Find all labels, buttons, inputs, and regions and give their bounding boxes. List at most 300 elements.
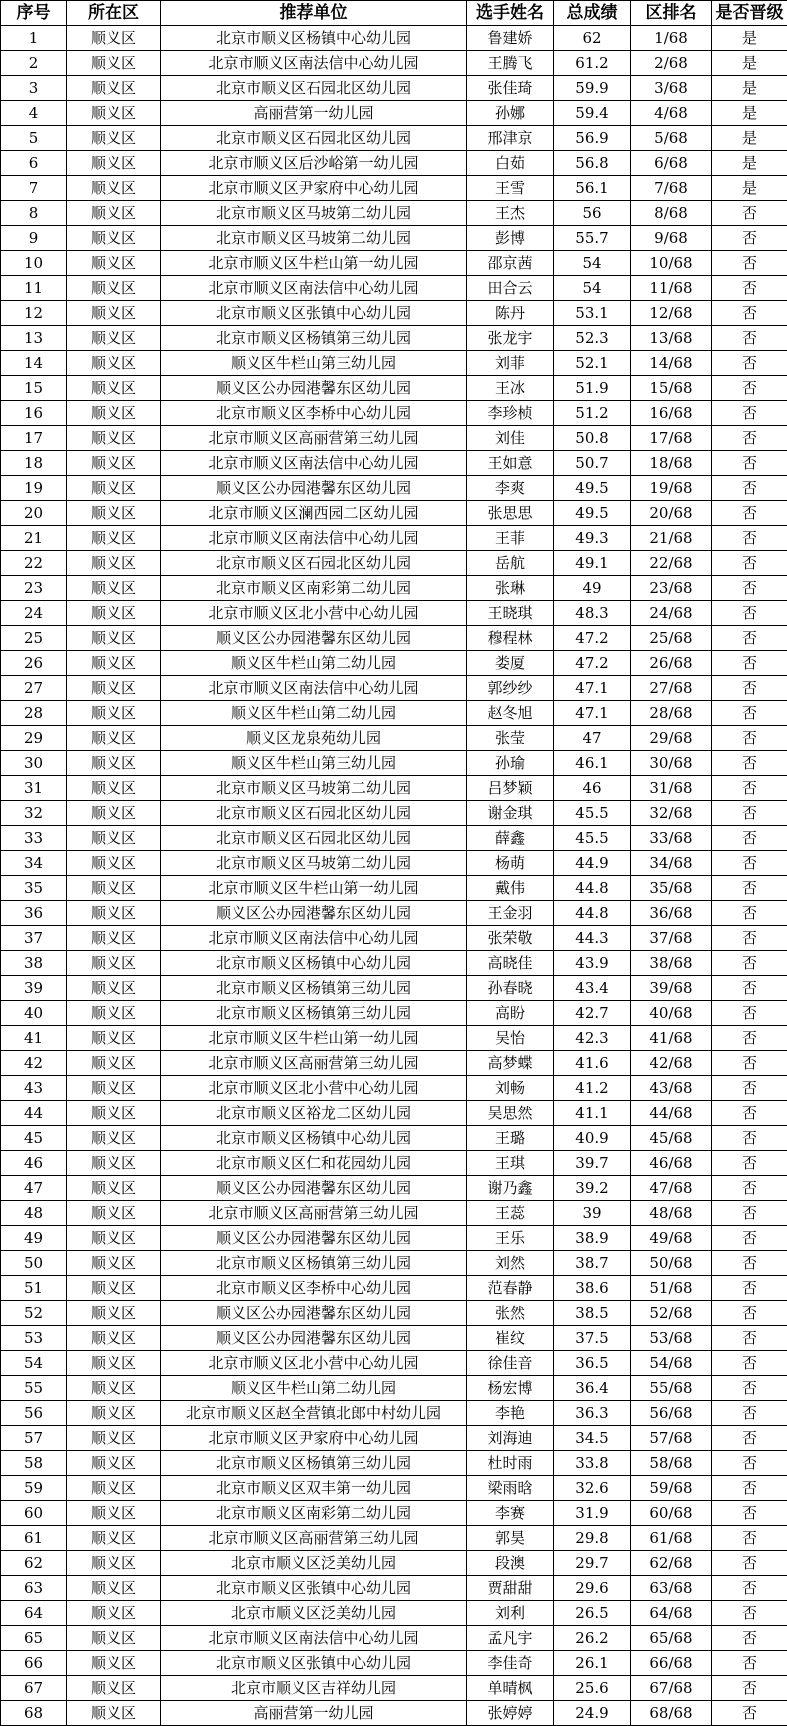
- cell-advance: 否: [712, 1276, 787, 1301]
- cell-advance: 否: [712, 901, 787, 926]
- cell-name: 李珍桢: [467, 401, 554, 426]
- cell-name: 徐佳音: [467, 1351, 554, 1376]
- cell-district: 顺义区: [67, 376, 161, 401]
- cell-unit: 北京市顺义区石园北区幼儿园: [161, 801, 467, 826]
- table-row: [1, 1151, 787, 1176]
- cell-district: 顺义区: [67, 476, 161, 501]
- cell-score: 26.5: [554, 1601, 631, 1626]
- cell-name: 王金羽: [467, 901, 554, 926]
- cell-score: 43.9: [554, 951, 631, 976]
- cell-name: 邢津京: [467, 126, 554, 151]
- cell-rank: 29/68: [631, 726, 712, 751]
- cell-index: 46: [1, 1151, 67, 1176]
- cell-unit: 高丽营第一幼儿园: [161, 101, 467, 126]
- cell-rank: 40/68: [631, 1001, 712, 1026]
- cell-rank: 61/68: [631, 1526, 712, 1551]
- cell-rank: 14/68: [631, 351, 712, 376]
- cell-rank: 27/68: [631, 676, 712, 701]
- cell-district: 顺义区: [67, 276, 161, 301]
- cell-score: 29.6: [554, 1576, 631, 1601]
- cell-rank: 17/68: [631, 426, 712, 451]
- cell-unit: 北京市顺义区马坡第二幼儿园: [161, 201, 467, 226]
- cell-name: 刘然: [467, 1251, 554, 1276]
- cell-advance: 否: [712, 801, 787, 826]
- cell-name: 王菲: [467, 526, 554, 551]
- cell-advance: 否: [712, 1176, 787, 1201]
- table-row: [1, 1376, 787, 1401]
- cell-index: 48: [1, 1201, 67, 1226]
- cell-unit: 顺义区牛栏山第二幼儿园: [161, 1376, 467, 1401]
- table-row: [1, 826, 787, 851]
- cell-unit: 北京市顺义区杨镇第三幼儿园: [161, 326, 467, 351]
- cell-name: 高盼: [467, 1001, 554, 1026]
- cell-advance: 否: [712, 1326, 787, 1351]
- cell-name: 杨宏博: [467, 1376, 554, 1401]
- table-row: [1, 26, 787, 51]
- cell-name: 王琪: [467, 1151, 554, 1176]
- cell-index: 59: [1, 1476, 67, 1501]
- cell-score: 50.7: [554, 451, 631, 476]
- cell-index: 27: [1, 676, 67, 701]
- cell-advance: 否: [712, 876, 787, 901]
- cell-district: 顺义区: [67, 976, 161, 1001]
- table-row: [1, 76, 787, 101]
- cell-unit: 北京市顺义区尹家府中心幼儿园: [161, 176, 467, 201]
- cell-score: 56: [554, 201, 631, 226]
- table-row: [1, 1126, 787, 1151]
- cell-district: 顺义区: [67, 776, 161, 801]
- cell-rank: 63/68: [631, 1576, 712, 1601]
- cell-name: 孙春晓: [467, 976, 554, 1001]
- cell-rank: 68/68: [631, 1701, 712, 1726]
- header-unit: 推荐单位: [161, 1, 467, 26]
- cell-district: 顺义区: [67, 1401, 161, 1426]
- cell-name: 崔纹: [467, 1326, 554, 1351]
- cell-district: 顺义区: [67, 701, 161, 726]
- cell-advance: 否: [712, 1651, 787, 1676]
- cell-score: 55.7: [554, 226, 631, 251]
- cell-score: 39.7: [554, 1151, 631, 1176]
- cell-unit: 北京市顺义区杨镇第三幼儿园: [161, 976, 467, 1001]
- cell-name: 鲁建娇: [467, 26, 554, 51]
- cell-name: 梁雨晗: [467, 1476, 554, 1501]
- cell-advance: 否: [712, 251, 787, 276]
- cell-advance: 否: [712, 1301, 787, 1326]
- cell-name: 张佳琦: [467, 76, 554, 101]
- cell-unit: 北京市顺义区杨镇中心幼儿园: [161, 1126, 467, 1151]
- table-row: [1, 51, 787, 76]
- table-row: [1, 326, 787, 351]
- cell-rank: 57/68: [631, 1426, 712, 1451]
- cell-unit: 北京市顺义区牛栏山第一幼儿园: [161, 876, 467, 901]
- cell-name: 赵冬旭: [467, 701, 554, 726]
- cell-index: 34: [1, 851, 67, 876]
- cell-score: 45.5: [554, 801, 631, 826]
- cell-index: 9: [1, 226, 67, 251]
- cell-district: 顺义区: [67, 951, 161, 976]
- cell-rank: 36/68: [631, 901, 712, 926]
- cell-name: 张荣敬: [467, 926, 554, 951]
- cell-name: 王冰: [467, 376, 554, 401]
- cell-district: 顺义区: [67, 1426, 161, 1451]
- cell-rank: 50/68: [631, 1251, 712, 1276]
- cell-advance: 否: [712, 1001, 787, 1026]
- cell-score: 41.2: [554, 1076, 631, 1101]
- cell-index: 51: [1, 1276, 67, 1301]
- cell-index: 17: [1, 426, 67, 451]
- cell-district: 顺义区: [67, 801, 161, 826]
- cell-advance: 否: [712, 1551, 787, 1576]
- cell-district: 顺义区: [67, 526, 161, 551]
- cell-rank: 6/68: [631, 151, 712, 176]
- cell-district: 顺义区: [67, 1076, 161, 1101]
- cell-advance: 否: [712, 1026, 787, 1051]
- cell-advance: 否: [712, 1076, 787, 1101]
- table-row: [1, 1551, 787, 1576]
- cell-district: 顺义区: [67, 551, 161, 576]
- cell-advance: 是: [712, 26, 787, 51]
- cell-rank: 32/68: [631, 801, 712, 826]
- cell-district: 顺义区: [67, 76, 161, 101]
- cell-score: 41.6: [554, 1051, 631, 1076]
- cell-advance: 否: [712, 1376, 787, 1401]
- cell-index: 47: [1, 1176, 67, 1201]
- table-row: [1, 776, 787, 801]
- cell-district: 顺义区: [67, 1301, 161, 1326]
- cell-rank: 56/68: [631, 1401, 712, 1426]
- cell-score: 48.3: [554, 601, 631, 626]
- cell-advance: 否: [712, 1151, 787, 1176]
- cell-unit: 北京市顺义区吉祥幼儿园: [161, 1676, 467, 1701]
- cell-index: 18: [1, 451, 67, 476]
- cell-rank: 7/68: [631, 176, 712, 201]
- cell-rank: 42/68: [631, 1051, 712, 1076]
- cell-name: 孙娜: [467, 101, 554, 126]
- cell-unit: 北京市顺义区南彩第二幼儿园: [161, 1501, 467, 1526]
- cell-score: 52.1: [554, 351, 631, 376]
- cell-district: 顺义区: [67, 1101, 161, 1126]
- cell-index: 55: [1, 1376, 67, 1401]
- cell-advance: 否: [712, 701, 787, 726]
- cell-rank: 59/68: [631, 1476, 712, 1501]
- cell-unit: 北京市顺义区杨镇第三幼儿园: [161, 1001, 467, 1026]
- cell-score: 56.1: [554, 176, 631, 201]
- cell-name: 王杰: [467, 201, 554, 226]
- cell-rank: 24/68: [631, 601, 712, 626]
- cell-unit: 北京市顺义区赵全营镇北郎中村幼儿园: [161, 1401, 467, 1426]
- cell-advance: 否: [712, 201, 787, 226]
- cell-score: 47.2: [554, 626, 631, 651]
- cell-unit: 北京市顺义区双丰第一幼儿园: [161, 1476, 467, 1501]
- cell-unit: 北京市顺义区杨镇中心幼儿园: [161, 26, 467, 51]
- cell-index: 10: [1, 251, 67, 276]
- cell-district: 顺义区: [67, 1501, 161, 1526]
- cell-index: 3: [1, 76, 67, 101]
- cell-index: 52: [1, 1301, 67, 1326]
- cell-district: 顺义区: [67, 151, 161, 176]
- table-row: [1, 851, 787, 876]
- cell-score: 47.1: [554, 676, 631, 701]
- cell-rank: 64/68: [631, 1601, 712, 1626]
- cell-name: 邵京茜: [467, 251, 554, 276]
- cell-district: 顺义区: [67, 1651, 161, 1676]
- cell-unit: 北京市顺义区北小营中心幼儿园: [161, 1351, 467, 1376]
- cell-district: 顺义区: [67, 251, 161, 276]
- table-row: [1, 1176, 787, 1201]
- cell-index: 57: [1, 1426, 67, 1451]
- cell-name: 王蕊: [467, 1201, 554, 1226]
- table-row: [1, 501, 787, 526]
- table-row: [1, 226, 787, 251]
- cell-unit: 北京市顺义区后沙峪第一幼儿园: [161, 151, 467, 176]
- table-row: [1, 1326, 787, 1351]
- table-row: [1, 526, 787, 551]
- cell-district: 顺义区: [67, 1326, 161, 1351]
- cell-score: 44.3: [554, 926, 631, 951]
- cell-district: 顺义区: [67, 1451, 161, 1476]
- cell-district: 顺义区: [67, 1476, 161, 1501]
- cell-index: 65: [1, 1626, 67, 1651]
- cell-rank: 19/68: [631, 476, 712, 501]
- table-row: [1, 701, 787, 726]
- cell-advance: 否: [712, 676, 787, 701]
- cell-index: 32: [1, 801, 67, 826]
- cell-unit: 北京市顺义区南法信中心幼儿园: [161, 451, 467, 476]
- cell-unit: 顺义区公办园港馨东区幼儿园: [161, 1176, 467, 1201]
- cell-score: 42.3: [554, 1026, 631, 1051]
- table-row: [1, 1351, 787, 1376]
- cell-index: 38: [1, 951, 67, 976]
- cell-index: 41: [1, 1026, 67, 1051]
- cell-unit: 顺义区龙泉苑幼儿园: [161, 726, 467, 751]
- header-advance: 是否晋级: [712, 1, 787, 26]
- cell-advance: 否: [712, 226, 787, 251]
- cell-rank: 39/68: [631, 976, 712, 1001]
- cell-district: 顺义区: [67, 1126, 161, 1151]
- cell-unit: 北京市顺义区南法信中心幼儿园: [161, 51, 467, 76]
- cell-index: 19: [1, 476, 67, 501]
- cell-district: 顺义区: [67, 726, 161, 751]
- cell-score: 41.1: [554, 1101, 631, 1126]
- cell-advance: 否: [712, 776, 787, 801]
- cell-district: 顺义区: [67, 426, 161, 451]
- table-row: [1, 1651, 787, 1676]
- cell-district: 顺义区: [67, 926, 161, 951]
- table-row: [1, 1276, 787, 1301]
- cell-index: 53: [1, 1326, 67, 1351]
- cell-score: 47: [554, 726, 631, 751]
- cell-name: 刘畅: [467, 1076, 554, 1101]
- cell-index: 16: [1, 401, 67, 426]
- cell-district: 顺义区: [67, 1551, 161, 1576]
- cell-district: 顺义区: [67, 1701, 161, 1726]
- cell-advance: 是: [712, 76, 787, 101]
- cell-name: 王璐: [467, 1126, 554, 1151]
- cell-index: 66: [1, 1651, 67, 1676]
- cell-rank: 1/68: [631, 26, 712, 51]
- cell-name: 王如意: [467, 451, 554, 476]
- table-row: [1, 176, 787, 201]
- cell-score: 33.8: [554, 1451, 631, 1476]
- table-row: [1, 426, 787, 451]
- table-row: [1, 1426, 787, 1451]
- table-row: [1, 1076, 787, 1101]
- cell-unit: 北京市顺义区石园北区幼儿园: [161, 826, 467, 851]
- cell-district: 顺义区: [67, 126, 161, 151]
- table-row: [1, 476, 787, 501]
- cell-advance: 否: [712, 1226, 787, 1251]
- cell-name: 李爽: [467, 476, 554, 501]
- cell-unit: 北京市顺义区高丽营第三幼儿园: [161, 1051, 467, 1076]
- cell-index: 11: [1, 276, 67, 301]
- cell-score: 36.5: [554, 1351, 631, 1376]
- cell-district: 顺义区: [67, 101, 161, 126]
- table-row: [1, 1301, 787, 1326]
- cell-index: 6: [1, 151, 67, 176]
- table-row: [1, 1401, 787, 1426]
- cell-district: 顺义区: [67, 176, 161, 201]
- cell-name: 李赛: [467, 1501, 554, 1526]
- table-row: [1, 1251, 787, 1276]
- cell-rank: 18/68: [631, 451, 712, 476]
- cell-name: 田合云: [467, 276, 554, 301]
- cell-advance: 否: [712, 1351, 787, 1376]
- cell-index: 5: [1, 126, 67, 151]
- table-row: [1, 1001, 787, 1026]
- cell-score: 36.4: [554, 1376, 631, 1401]
- cell-name: 薛鑫: [467, 826, 554, 851]
- cell-unit: 北京市顺义区李桥中心幼儿园: [161, 1276, 467, 1301]
- table-row: [1, 201, 787, 226]
- cell-name: 张婷婷: [467, 1701, 554, 1726]
- cell-rank: 44/68: [631, 1101, 712, 1126]
- cell-rank: 51/68: [631, 1276, 712, 1301]
- cell-name: 孙瑜: [467, 751, 554, 776]
- cell-district: 顺义区: [67, 401, 161, 426]
- cell-name: 高梦蝶: [467, 1051, 554, 1076]
- cell-score: 47.2: [554, 651, 631, 676]
- cell-rank: 11/68: [631, 276, 712, 301]
- cell-name: 刘菲: [467, 351, 554, 376]
- cell-index: 13: [1, 326, 67, 351]
- cell-advance: 否: [712, 1526, 787, 1551]
- cell-district: 顺义区: [67, 1526, 161, 1551]
- cell-district: 顺义区: [67, 26, 161, 51]
- table-row: [1, 576, 787, 601]
- cell-unit: 北京市顺义区高丽营第三幼儿园: [161, 426, 467, 451]
- cell-index: 54: [1, 1351, 67, 1376]
- cell-unit: 北京市顺义区马坡第二幼儿园: [161, 226, 467, 251]
- cell-index: 50: [1, 1251, 67, 1276]
- cell-index: 26: [1, 651, 67, 676]
- cell-unit: 北京市顺义区南法信中心幼儿园: [161, 676, 467, 701]
- cell-score: 53.1: [554, 301, 631, 326]
- cell-name: 王腾飞: [467, 51, 554, 76]
- cell-index: 49: [1, 1226, 67, 1251]
- cell-index: 30: [1, 751, 67, 776]
- cell-name: 段澳: [467, 1551, 554, 1576]
- cell-score: 32.6: [554, 1476, 631, 1501]
- table-row: [1, 751, 787, 776]
- cell-advance: 否: [712, 926, 787, 951]
- header-district: 所在区: [67, 1, 161, 26]
- cell-rank: 58/68: [631, 1451, 712, 1476]
- cell-unit: 北京市顺义区张镇中心幼儿园: [161, 301, 467, 326]
- table-row: [1, 926, 787, 951]
- cell-index: 23: [1, 576, 67, 601]
- header-name: 选手姓名: [467, 1, 554, 26]
- cell-district: 顺义区: [67, 751, 161, 776]
- table-row: [1, 276, 787, 301]
- cell-score: 59.4: [554, 101, 631, 126]
- cell-rank: 53/68: [631, 1326, 712, 1351]
- cell-district: 顺义区: [67, 651, 161, 676]
- cell-score: 44.8: [554, 876, 631, 901]
- table-row: [1, 551, 787, 576]
- cell-score: 49.5: [554, 476, 631, 501]
- cell-district: 顺义区: [67, 626, 161, 651]
- cell-rank: 67/68: [631, 1676, 712, 1701]
- cell-name: 王雪: [467, 176, 554, 201]
- cell-rank: 23/68: [631, 576, 712, 601]
- cell-rank: 34/68: [631, 851, 712, 876]
- cell-advance: 是: [712, 176, 787, 201]
- cell-score: 56.9: [554, 126, 631, 151]
- cell-name: 岳航: [467, 551, 554, 576]
- cell-advance: 否: [712, 601, 787, 626]
- cell-index: 45: [1, 1126, 67, 1151]
- cell-name: 穆程林: [467, 626, 554, 651]
- cell-advance: 否: [712, 1201, 787, 1226]
- cell-district: 顺义区: [67, 601, 161, 626]
- cell-score: 49.3: [554, 526, 631, 551]
- cell-index: 8: [1, 201, 67, 226]
- cell-advance: 否: [712, 526, 787, 551]
- cell-advance: 否: [712, 1451, 787, 1476]
- cell-index: 44: [1, 1101, 67, 1126]
- cell-rank: 21/68: [631, 526, 712, 551]
- cell-score: 39: [554, 1201, 631, 1226]
- cell-score: 31.9: [554, 1501, 631, 1526]
- cell-name: 高晓佳: [467, 951, 554, 976]
- cell-score: 34.5: [554, 1426, 631, 1451]
- cell-name: 范春静: [467, 1276, 554, 1301]
- cell-advance: 否: [712, 1601, 787, 1626]
- cell-rank: 2/68: [631, 51, 712, 76]
- cell-unit: 北京市顺义区裕龙二区幼儿园: [161, 1101, 467, 1126]
- table-row: [1, 601, 787, 626]
- cell-name: 张龙宇: [467, 326, 554, 351]
- cell-rank: 54/68: [631, 1351, 712, 1376]
- cell-unit: 北京市顺义区北小营中心幼儿园: [161, 1076, 467, 1101]
- table-row: [1, 1201, 787, 1226]
- cell-district: 顺义区: [67, 1176, 161, 1201]
- cell-rank: 49/68: [631, 1226, 712, 1251]
- cell-advance: 否: [712, 851, 787, 876]
- cell-advance: 否: [712, 326, 787, 351]
- cell-district: 顺义区: [67, 676, 161, 701]
- table-row: [1, 401, 787, 426]
- cell-unit: 北京市顺义区牛栏山第一幼儿园: [161, 251, 467, 276]
- table-row: [1, 151, 787, 176]
- table-row: [1, 1476, 787, 1501]
- cell-advance: 是: [712, 151, 787, 176]
- cell-name: 谢乃鑫: [467, 1176, 554, 1201]
- cell-rank: 4/68: [631, 101, 712, 126]
- cell-unit: 北京市顺义区石园北区幼儿园: [161, 126, 467, 151]
- cell-score: 43.4: [554, 976, 631, 1001]
- cell-district: 顺义区: [67, 326, 161, 351]
